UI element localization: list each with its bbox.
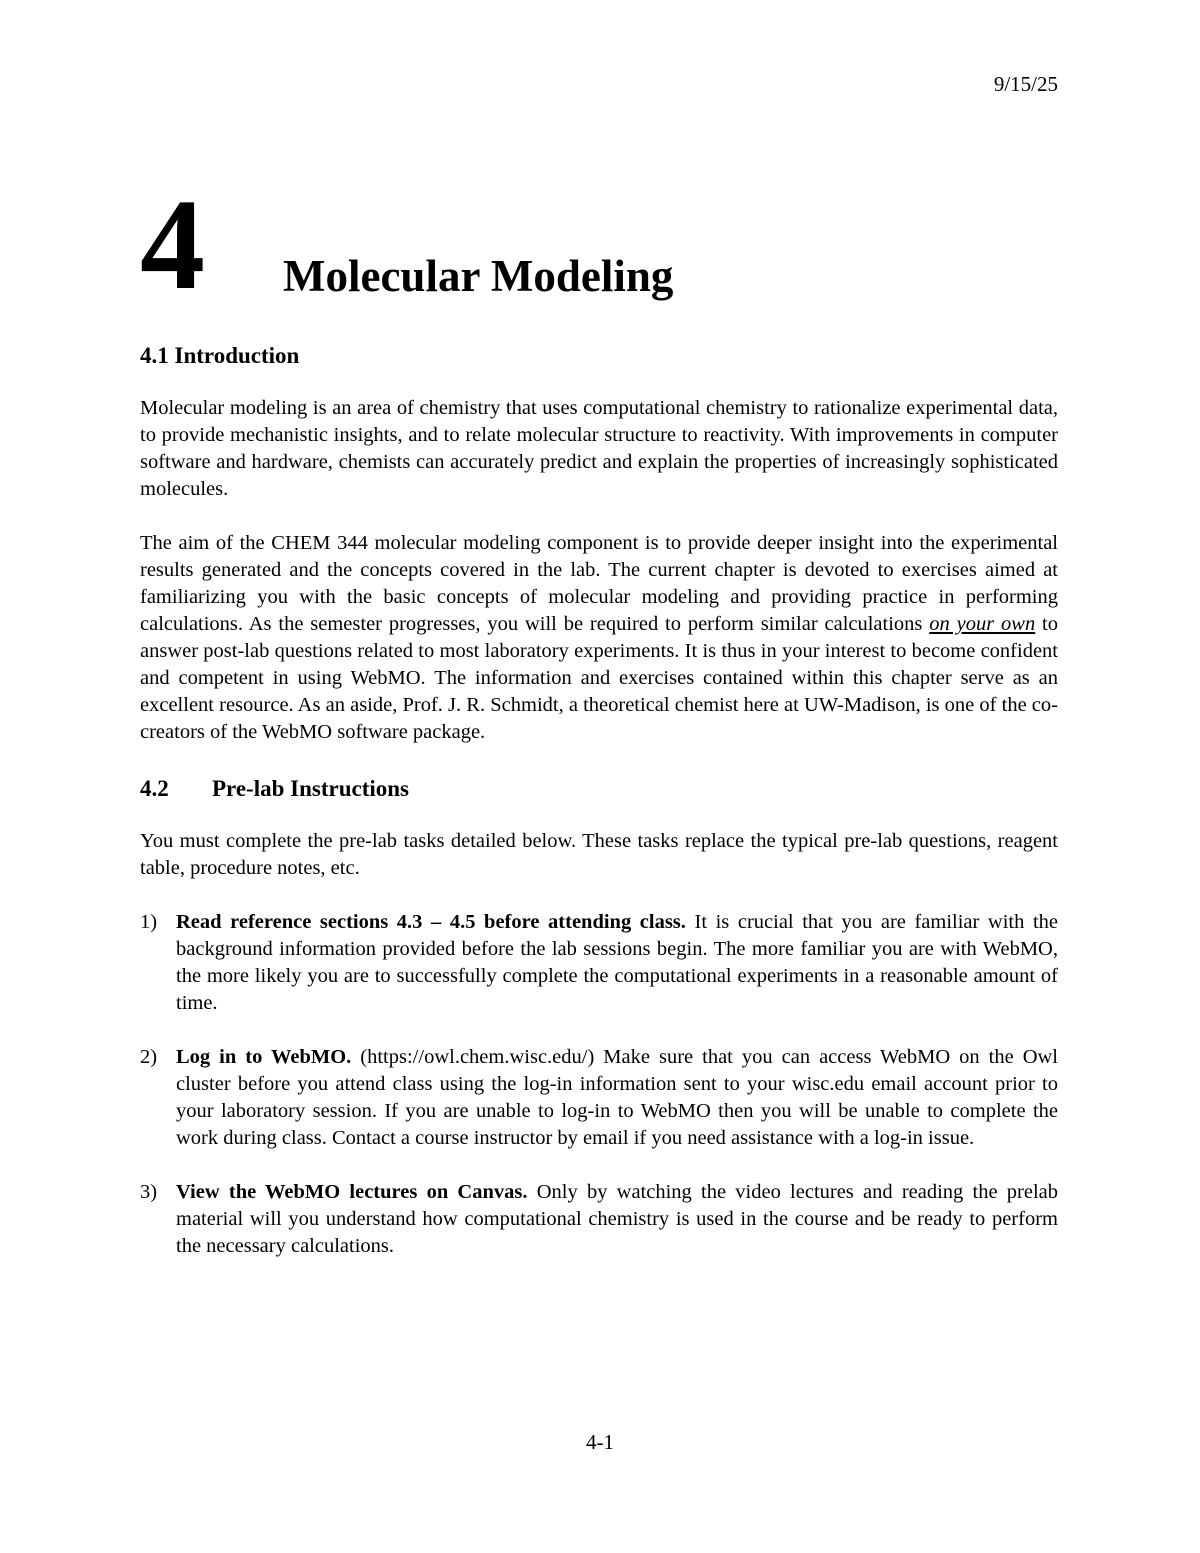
chapter-number: 4 [140,173,205,317]
intro-paragraph-1: Molecular modeling is an area of chemistry that uses computational chemistry to rationalize experimental data, to provide mechanistic insights, and to relate molecular structure to reactivity. With improvements in computer software and hardware, chemists can accurately predict and explain the properties of increasingly sophisticated molecules. [140,397,1058,500]
list-item-number: 3) [140,1181,158,1203]
prelab-task-list [140,909,1058,1260]
prelab-intro-paragraph: You must complete the pre-lab tasks detailed below. These tasks replace the typical pre-lab questions, reagent table, procedure notes, etc. [140,830,1058,879]
section-title: Pre-lab Instructions [212,776,409,801]
list-item [140,1179,1058,1260]
header-date: 9/15/25 [993,72,1058,96]
list-item-text: (https://owl.chem.wisc.edu/) Make sure that you can access WebMO on the Owl cluster before you attend class using the log-in information sent to your wisc.edu email account prior to your laboratory session. If you are unable to log-in to WebMO then you will be unable to complete the work during class. Contact a course instructor by email if you need assistance with a log-in issue. [176,1046,1059,1149]
chapter-title: Molecular Modeling [283,251,674,301]
emphasized-text: on your own [929,613,1036,635]
page-content [140,340,1058,1287]
list-item [140,909,1058,1017]
list-item-text: It is crucial that you are familiar with the background information provided before the lab sessions begin. The more familiar you are with WebMO, the more likely you are to successfully complete the computational experiments in a reasonable amount of time. [176,911,1058,1014]
paragraph-text: to answer post-lab questions related to most laboratory experiments. It is thus in your interest to become confident and competent in using WebMO. The information and exercises contained within this chapter serve as an excellent resource. As an aside, Prof. J. R. Schmidt, a theoretical chemist here at UW-Madison, is one of the co-creators of the WebMO software package. [140,613,1058,743]
section-heading-introduction: 4.1 Introduction [140,343,300,368]
list-item-bold-text: Log in to WebMO. [176,1046,352,1068]
list-item-text: Only by watching the video lectures and reading the prelab material will you understand how computational chemistry is used in the course and be ready to perform the necessary calculations. [176,1181,1058,1257]
list-item-bold-text: View the WebMO lectures on Canvas. [176,1181,528,1203]
chapter-heading [140,173,1060,317]
list-item [140,1044,1058,1152]
page-number: 4-1 [586,1430,614,1454]
list-item-bold-text: Read reference sections 4.3 – 4.5 before attending class. [176,911,686,933]
list-item-number: 2) [140,1046,158,1068]
list-item-number: 1) [140,911,158,933]
section-heading-prelab [140,773,1058,805]
section-number: 4.2 [140,776,169,801]
paragraph-text: The aim of the CHEM 344 molecular modeling component is to provide deeper insight into the experimental results generated and the concepts covered in the lab. The current chapter is devoted to exercises aimed at familiarizing you with the basic concepts of molecular modeling and providing practice in performing calculations. As the semester progresses, you will be required to perform similar calculations [140,532,1058,635]
intro-paragraph-2 [140,530,1058,746]
